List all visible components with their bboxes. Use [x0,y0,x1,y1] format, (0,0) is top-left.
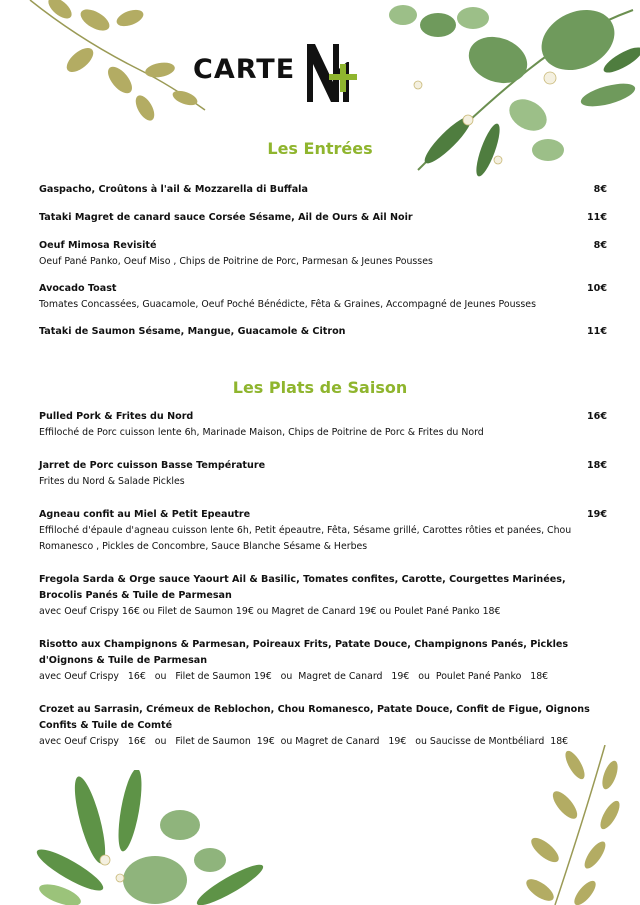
item-price: 19€ [586,509,607,520]
item-description: Tomates Concassées, Guacamole, Oeuf Poché Bénédicte, Fêta & Graines, Accompagné de Jeunes Pousses [39,299,536,310]
menu-item [39,281,609,313]
item-name: Tataki Magret de canard sauce Corsée Sésame, Ail de Ours & Ail Noir [39,212,413,223]
item-description: Frites du Nord & Salade Pickles [39,476,185,487]
item-name: Pulled Pork & Frites du Nord [39,411,194,422]
item-name: Gaspacho, Croûtons à l'ail & Mozzarella di Buffala [39,184,308,195]
item-options: avec Oeuf Crispy 16€ ou Filet de Saumon 19€ ou Magret de Canard 19€ ou Poulet Pané Panko 18€ [39,671,549,682]
menu-item [39,210,609,226]
n1-logo-icon [303,36,363,108]
item-price: 10€ [586,283,607,294]
menu-item [39,182,609,198]
carte-title: CARTE [193,54,296,85]
item-options: avec Oeuf Crispy 16€ ou Filet de Saumon 19€ ou Magret de Canard 19€ ou Poulet Pané Panko 18€ [39,606,501,617]
eucalyptus-top-left-icon [20,0,210,130]
item-name: Fregola Sarda & Orge sauce Yaourt Ail & Basilic, Tomates confites, Carotte, Courgettes Marinées, Brocolis Panés & Tuile de Parmesan [39,574,566,601]
item-price: 8€ [593,184,607,195]
menu-item [39,238,609,270]
menu-item [39,702,609,750]
item-price: 11€ [586,326,607,337]
item-description: Oeuf Pané Panko, Oeuf Miso , Chips de Poitrine de Porc, Parmesan & Jeunes Pousses [39,256,433,267]
item-price: 8€ [593,240,607,251]
section-title-entrees: Les Entrées [267,139,373,158]
menu-item [39,324,609,340]
section-title-plats: Les Plats de Saison [232,378,408,397]
item-description: Effiloché d'épaule d'agneau cuisson lente 6h, Petit épeautre, Fêta, Sésame grillé, Carottes rôties et panées, Chou Romanesco , Pickles de Concombre, Sauce Blanche Sésame & Herbes [39,525,572,552]
item-price: 18€ [586,460,607,471]
item-name: Tataki de Saumon Sésame, Mangue, Guacamole & Citron [39,326,346,337]
item-name: Risotto aux Champignons & Parmesan, Poireaux Frits, Patate Douce, Champignons Panés, Pickles d'Oignons & Tuile de Parmesan [39,639,569,666]
item-name: Jarret de Porc cuisson Basse Température [39,460,266,471]
eucalyptus-top-right-icon [378,0,640,190]
item-name: Agneau confit au Miel & Petit Epeautre [39,509,251,520]
menu-item [39,637,609,685]
item-name: Oeuf Mimosa Revisité [39,240,157,251]
item-price: 11€ [586,212,607,223]
item-price: 16€ [586,411,607,422]
menu-item [39,572,609,620]
menu-item [39,507,609,555]
item-options: avec Oeuf Crispy 16€ ou Filet de Saumon 19€ ou Magret de Canard 19€ ou Saucisse de Montbéliard 18€ [39,736,569,747]
menu-header [193,36,393,116]
item-name: Crozet au Sarrasin, Crémeux de Reblochon, Chou Romanesco, Patate Douce, Confit de Figue, Oignons Confits & Tuile de Comté [39,704,590,731]
leaves-bottom-left-icon [30,770,290,905]
item-name: Avocado Toast [39,283,117,294]
menu-item [39,409,609,441]
item-description: Effiloché de Porc cuisson lente 6h, Marinade Maison, Chips de Poitrine de Porc & Frites du Nord [39,427,484,438]
olive-branch-bottom-right-icon [515,745,640,905]
menu-item [39,458,609,490]
